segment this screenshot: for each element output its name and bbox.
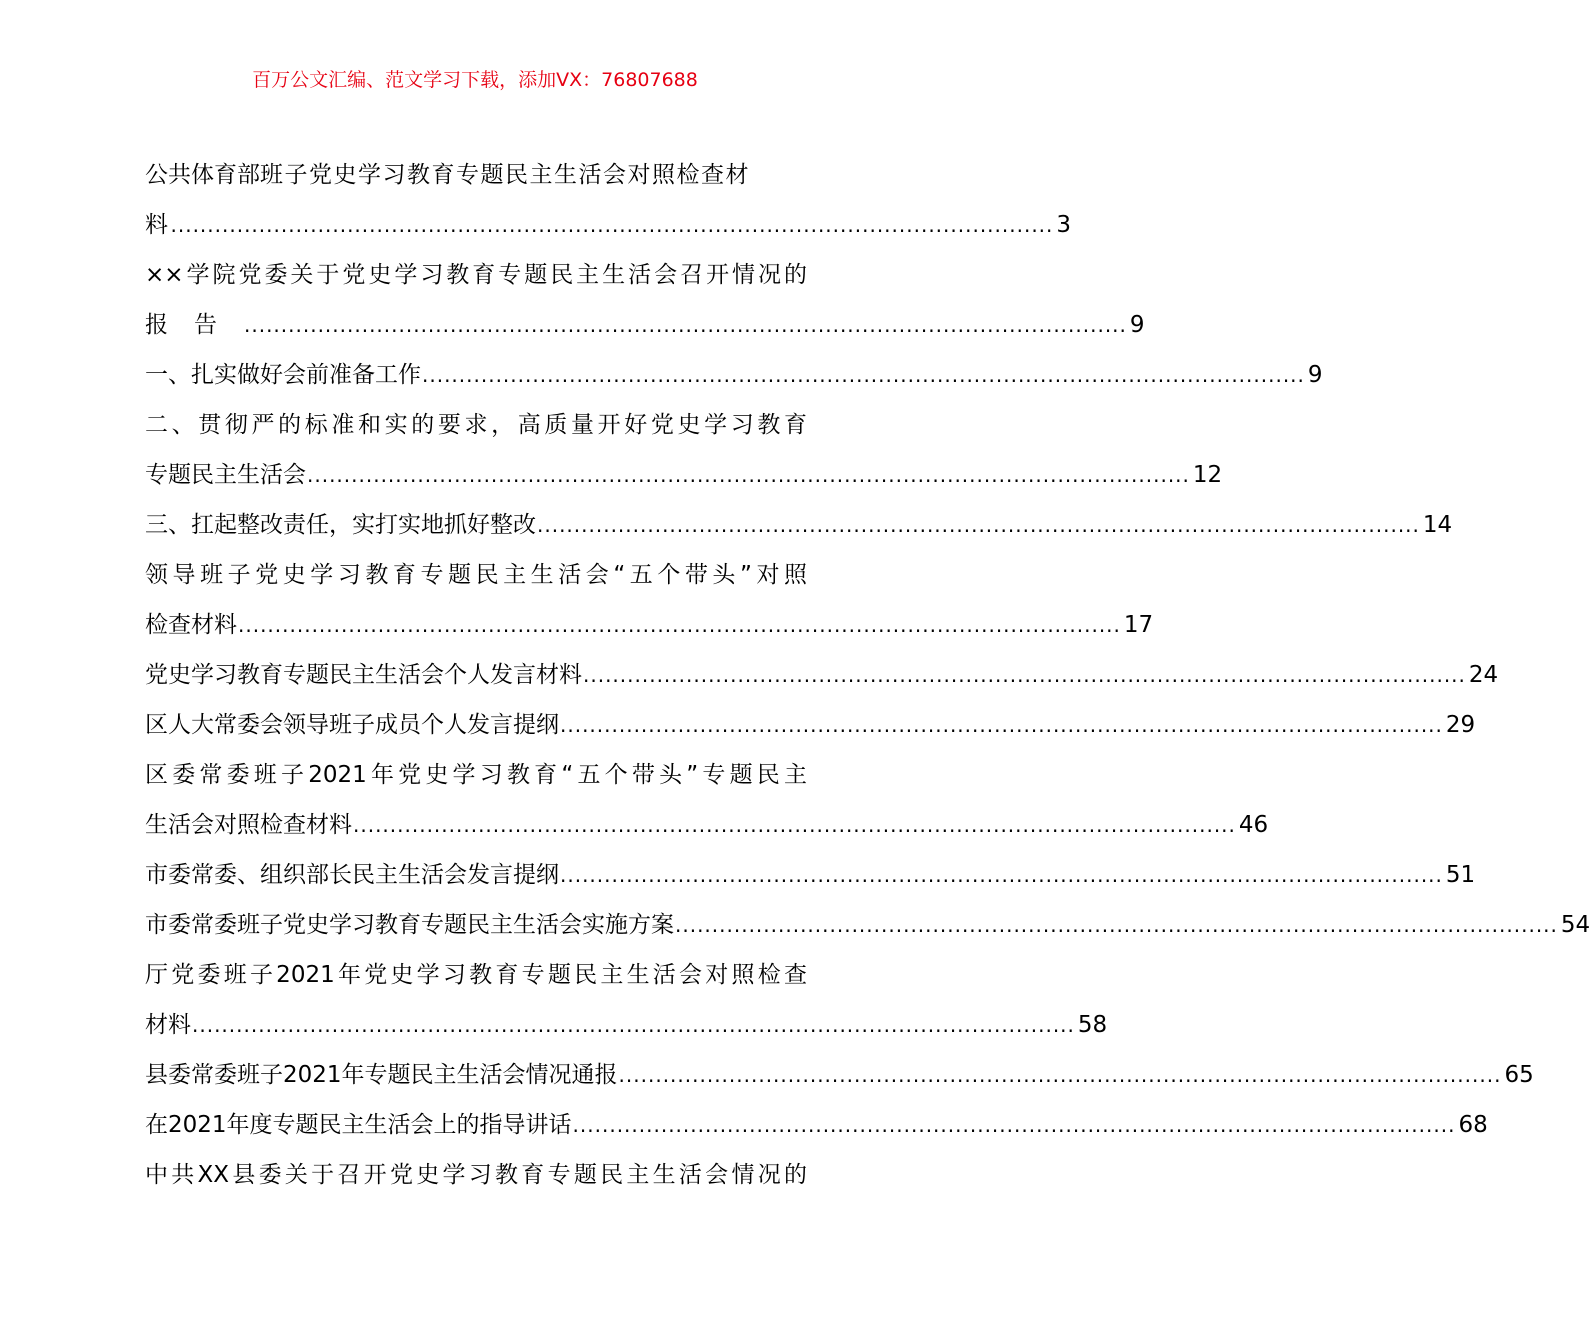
toc-entry-7[interactable] bbox=[145, 650, 1499, 700]
dot-leader: ........................................................................................................................ bbox=[244, 313, 1127, 337]
toc-entry-11-page: 54 bbox=[1560, 912, 1590, 938]
toc-entry-9-line-1[interactable]: 区委常委班子2021年党史学习教育“五个带头”专题民主 bbox=[145, 762, 807, 788]
toc-entry-12-line-1[interactable]: 厅党委班子2021年党史学习教育专题民主生活会对照检查 bbox=[145, 962, 807, 988]
dot-leader: ........................................................................................................................ bbox=[422, 363, 1305, 387]
toc-entry-9-cont: 生活会对照检查材料 bbox=[145, 812, 352, 838]
toc-entry-6-page: 17 bbox=[1123, 612, 1154, 638]
dot-leader: ........................................................................................................................ bbox=[675, 913, 1558, 937]
toc-entry-12-page: 58 bbox=[1077, 1012, 1108, 1038]
toc-entry-1-lead: 公共体育部 bbox=[145, 162, 260, 188]
toc-entry-14-page: 68 bbox=[1458, 1112, 1488, 1138]
dot-leader: ........................................................................................................................ bbox=[618, 1063, 1502, 1087]
promo-header: 百万公文汇编、范文学习下载，添加VX：76807688 bbox=[252, 69, 698, 91]
toc-entry-13-page: 65 bbox=[1504, 1062, 1534, 1088]
toc-entry-1-line-1[interactable] bbox=[145, 150, 807, 200]
toc-entry-8-page: 29 bbox=[1445, 712, 1476, 738]
toc-entry-10[interactable] bbox=[145, 850, 1476, 900]
dot-leader: ........................................................................................................................ bbox=[560, 713, 1443, 737]
toc-entry-2-cont: 报告 bbox=[145, 312, 243, 338]
toc-entry-3[interactable] bbox=[145, 350, 1323, 400]
toc-entry-4-line-2[interactable] bbox=[145, 450, 1223, 500]
dot-leader: ........................................................................................................................ bbox=[353, 813, 1236, 837]
toc-entry-8[interactable] bbox=[145, 700, 1476, 750]
toc-entry-5[interactable] bbox=[145, 500, 1453, 550]
toc-entry-6-line-2[interactable] bbox=[145, 600, 1154, 650]
toc-entry-14[interactable] bbox=[145, 1100, 1488, 1150]
dot-leader: ........................................................................................................................ bbox=[238, 613, 1121, 637]
toc-entry-1-title: 班子党史学习教育专题民主生活会对照检查材 bbox=[260, 162, 750, 188]
toc-entry-4-line-1[interactable]: 二、贯彻严的标准和实的要求，高质量开好党史学习教育 bbox=[145, 412, 807, 438]
toc-entry-1-cont: 料 bbox=[145, 212, 170, 238]
toc-entry-10-title: 市委常委、组织部长民主生活会发言提纲 bbox=[145, 862, 559, 888]
dot-leader: ........................................................................................................................ bbox=[583, 663, 1466, 687]
toc-entry-14-title: 在2021年度专题民主生活会上的指导讲话 bbox=[145, 1112, 572, 1138]
toc-entry-6-cont: 检查材料 bbox=[145, 612, 237, 638]
toc-entry-9-page: 46 bbox=[1238, 812, 1269, 838]
toc-entry-11-title: 市委常委班子党史学习教育专题民主生活会实施方案 bbox=[145, 912, 674, 938]
toc-entry-9-line-2[interactable] bbox=[145, 800, 1269, 850]
dot-leader: ........................................................................................................................ bbox=[572, 1113, 1456, 1137]
toc-entry-2-line-1[interactable]: ××学院党委关于党史学习教育专题民主生活会召开情况的 bbox=[145, 262, 807, 288]
dot-leader: ........................................................................................................................ bbox=[560, 863, 1443, 887]
table-of-contents bbox=[145, 150, 1590, 1200]
toc-entry-1-line-2[interactable] bbox=[145, 200, 1072, 250]
toc-entry-15-line-1[interactable]: 中共XX县委关于召开党史学习教育专题民主生活会情况的 bbox=[145, 1162, 807, 1188]
toc-entry-4-page: 12 bbox=[1192, 462, 1223, 488]
toc-entry-12-line-2[interactable] bbox=[145, 1000, 1108, 1050]
toc-entry-5-title: 三、扛起整改责任，实打实地抓好整改 bbox=[145, 512, 536, 538]
toc-entry-7-page: 24 bbox=[1468, 662, 1499, 688]
toc-entry-4-cont: 专题民主生活会 bbox=[145, 462, 306, 488]
dot-leader: ........................................................................................................................ bbox=[170, 213, 1054, 237]
toc-entry-3-page: 9 bbox=[1307, 362, 1323, 388]
toc-entry-10-page: 51 bbox=[1445, 862, 1476, 888]
dot-leader: ........................................................................................................................ bbox=[192, 1013, 1075, 1037]
dot-leader: ........................................................................................................................ bbox=[537, 513, 1420, 537]
toc-entry-2-line-2[interactable] bbox=[145, 300, 1145, 350]
toc-entry-5-page: 14 bbox=[1422, 512, 1453, 538]
toc-entry-13[interactable] bbox=[145, 1050, 1534, 1100]
toc-entry-2-page: 9 bbox=[1129, 312, 1145, 338]
toc-entry-6-line-1[interactable]: 领导班子党史学习教育专题民主生活会“五个带头”对照 bbox=[145, 562, 807, 588]
toc-entry-1-page: 3 bbox=[1056, 212, 1072, 238]
toc-entry-3-title: 一、扎实做好会前准备工作 bbox=[145, 362, 421, 388]
toc-entry-8-title: 区人大常委会领导班子成员个人发言提纲 bbox=[145, 712, 559, 738]
toc-entry-7-title: 党史学习教育专题民主生活会个人发言材料 bbox=[145, 662, 582, 688]
dot-leader: ........................................................................................................................ bbox=[307, 463, 1190, 487]
toc-entry-12-cont: 材料 bbox=[145, 1012, 191, 1038]
toc-entry-13-title: 县委常委班子2021年专题民主生活会情况通报 bbox=[145, 1062, 618, 1088]
toc-entry-11[interactable] bbox=[145, 900, 1590, 950]
